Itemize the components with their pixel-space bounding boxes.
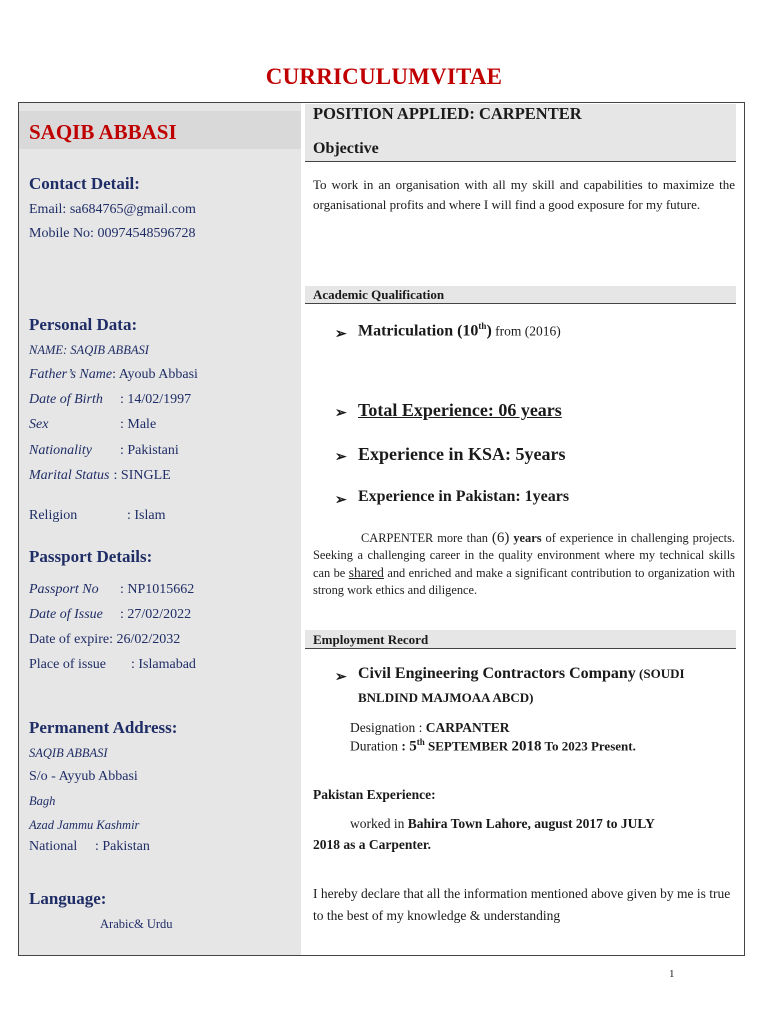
religion-value: : Islam — [127, 508, 166, 523]
summary-p1: CARPENTER more than — [361, 531, 492, 545]
academic-main: Matriculation (10 — [358, 322, 479, 340]
bullet-arrow-icon: ➢ — [335, 493, 347, 508]
personal-sex — [29, 417, 156, 433]
ksa-experience: Experience in KSA: 5years — [358, 444, 566, 464]
national-label: National — [29, 839, 78, 854]
pakistan-exp-bold: Bahira Town Lahore, august 2017 to JULY — [407, 816, 655, 831]
page-number: 1 — [669, 968, 675, 980]
academic-sup: th — [478, 321, 487, 331]
pakistan-exp-pre: worked in — [350, 816, 408, 831]
personal-religion — [29, 508, 166, 524]
academic-rest: from (2016) — [491, 323, 561, 339]
national-value: : Pakistan — [95, 839, 150, 854]
summary-p2: (6) — [491, 530, 510, 546]
passport-no-label: Passport No — [29, 582, 99, 597]
doc-title: CURRICULUMVITAE — [265, 64, 503, 89]
place-label: Place of issue — [29, 657, 106, 672]
personal-dob — [29, 392, 191, 408]
issue-value: : 27/02/2022 — [120, 607, 192, 622]
pakistan-experience-summary: Experience in Pakistan: 1years — [358, 488, 570, 505]
academic-item — [358, 321, 561, 340]
personal-nationality — [29, 443, 179, 459]
contact-email: Email: sa684765@gmail.com — [29, 202, 196, 217]
company-name: Civil Engineering Contractors Company — [358, 665, 636, 682]
designation-line — [350, 720, 510, 736]
position-applied: POSITION APPLIED: CARPENTER — [313, 104, 582, 123]
address-national — [29, 839, 150, 855]
duration-colon: : — [398, 738, 410, 754]
company-suffix: (SOUDI — [635, 666, 685, 681]
summary-p5: shared — [348, 565, 384, 580]
passport-heading: Passport Details: — [29, 547, 153, 566]
dob-label: Date of Birth — [29, 392, 103, 407]
candidate-name: SAQIB ABBASI — [29, 120, 177, 144]
dob-value: : 14/02/1997 — [120, 392, 192, 407]
academic-close: ) — [486, 322, 492, 340]
religion-label: Religion — [29, 508, 78, 523]
sex-value: : Male — [120, 417, 157, 432]
contact-heading: Contact Detail: — [29, 174, 140, 193]
personal-father — [29, 367, 198, 383]
declaration-text: I hereby declare that all the information mentioned above given by me is true to the best of my knowledge & understanding — [313, 886, 731, 923]
total-experience: Total Experience: 06 years — [358, 400, 562, 420]
address-line4: Azad Jammu Kashmir — [29, 818, 140, 832]
marital-value: : SINGLE — [113, 468, 171, 483]
address-heading: Permanent Address: — [29, 718, 178, 737]
bullet-arrow-icon: ➢ — [335, 670, 347, 685]
passport-no-value: : NP1015662 — [120, 582, 195, 597]
language-value: Arabic& Urdu — [100, 917, 173, 931]
pakistan-exp-line2: 2018 as a Carpenter. — [313, 837, 431, 852]
language-heading: Language: — [29, 889, 107, 908]
father-value: : Ayoub Abbasi — [112, 367, 198, 382]
address-line3: Bagh — [29, 794, 56, 808]
personal-heading: Personal Data: — [29, 315, 138, 334]
place-value: : Islamabad — [131, 657, 196, 672]
pakistan-exp-heading: Pakistan Experience: — [313, 787, 436, 802]
passport-expire: Date of expire: 26/02/2032 — [29, 632, 181, 647]
designation-value: CARPANTER — [425, 720, 510, 735]
bullet-arrow-icon: ➢ — [335, 406, 347, 421]
designation-label: Designation : — [350, 720, 426, 735]
personal-name: NAME: SAQIB ABBASI — [29, 343, 149, 357]
summary-p6: and enriched and make a significant contribution to organization with strong work ethics and diligence. — [313, 566, 735, 597]
summary-p4: of experience in challenging projects. Seeking a challenging career in the quality environment where my technical skills can be — [313, 531, 735, 580]
duration-year: 2018 — [511, 738, 542, 755]
duration-label: Duration — [350, 738, 398, 754]
issue-label: Date of Issue — [29, 607, 103, 622]
summary-text — [313, 530, 735, 599]
duration-rest: To 2023 Present. — [541, 738, 636, 754]
employment-company — [358, 665, 685, 683]
employment-heading: Employment Record — [313, 632, 429, 647]
address-line1: SAQIB ABBASI — [29, 746, 108, 760]
personal-marital — [29, 468, 171, 484]
duration-day: 5 — [409, 738, 417, 755]
father-label: Father’s Name — [29, 367, 113, 382]
duration-sup: th — [416, 737, 425, 747]
sex-label: Sex — [29, 417, 49, 432]
nationality-value: : Pakistani — [120, 443, 179, 458]
objective-heading: Objective — [313, 140, 379, 157]
nationality-label: Nationality — [29, 443, 92, 458]
duration-month: SEPTEMBER — [424, 738, 512, 754]
contact-mobile: Mobile No: 00974548596728 — [29, 226, 196, 241]
duration-line — [350, 737, 636, 756]
address-line2: S/o - Ayyub Abbasi — [29, 769, 138, 784]
passport-no — [29, 582, 194, 598]
summary-p3: years — [509, 531, 542, 545]
passport-issue — [29, 607, 191, 623]
bullet-arrow-icon: ➢ — [335, 327, 347, 342]
passport-place — [29, 657, 196, 673]
pakistan-exp-line1 — [350, 816, 655, 832]
marital-label: Marital Status — [29, 468, 110, 483]
bullet-arrow-icon: ➢ — [335, 450, 347, 465]
company-suffix-line2: BNLDIND MAJMOAA ABCD) — [358, 690, 534, 705]
objective-text: To work in an organisation with all my skill and capabilities to maximize the organisational profits and where I will find a good exposure for my future. — [313, 177, 735, 212]
academic-heading: Academic Qualification — [313, 287, 445, 302]
